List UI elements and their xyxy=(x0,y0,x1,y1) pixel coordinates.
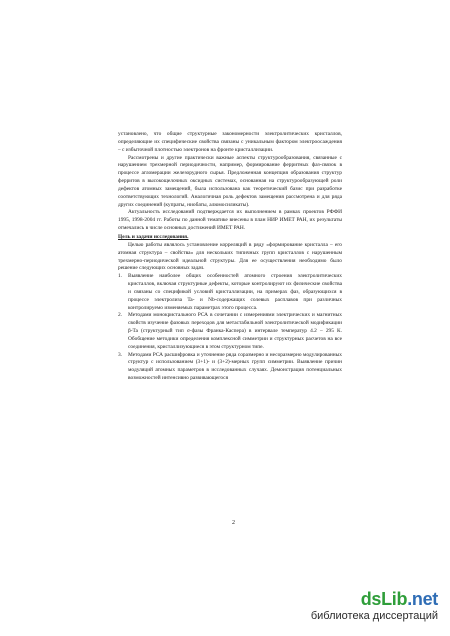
paragraph-goal: Целью работы являлось установление корреляций в ряду «формирование кристалла – его атомная структура – свойства» для нескольких типичных групп кристаллов с нарушенным трехмерно-периодической идеальной структуры. Для ее осуществления необходимо было решение следующих основных задач. xyxy=(118,241,342,272)
watermark-subtitle: библиотека диссертаций xyxy=(310,610,438,622)
task-text: Методами монокристального РСА в сочетании с измерениями электрических и магнитных свойств изучение фазовых переходов для метастабильной электролитической модификации β-Ta (структурный тип σ-фазы Франка-Каспера) в интервале температур 4.2 – 295 К. Обобщение методики определения комплексной симметрии и структурных расчетов на все соединения, кристаллизующиеся в этом структурном типе. xyxy=(128,312,342,350)
task-number: 3. xyxy=(118,351,123,358)
watermark-logo-part2: .net xyxy=(407,589,438,609)
page-number: 2 xyxy=(232,520,235,526)
paragraph-conclusion: установлено, что общие структурные закономерности электролитических кристаллов, определяющие их специфические свойства связаны с уникальным фактором электроосаждения – с избыточной плотностью электронов на фронте кристаллизации. xyxy=(118,131,342,153)
task-number: 2. xyxy=(118,312,123,319)
task-text: Выявление наиболее общих особенностей атомного строения электролитических кристаллов, включая структурные дефекты, которые контролируют их физические свойства и связаны со спецификой условий кристаллизации, на примерах фаз, образующихся в процессе электролиза Ta- и Nb-содержащих солевых расплавов при различных контролируемо изменяемых параметрах этого процесса. xyxy=(128,273,342,311)
section-heading-goals: Цель и задачи исследования. xyxy=(118,233,189,240)
task-text: Методами РСА расшифровка и уточнение ряда соразмерно и несоразмерно модулированных структур с использованием (3+1)- и (3+2)-мерных групп симметрии. Выявление причин модуляций атомных параметров в исследованных случаях. Демонстрация потенциальных возможностей интенсивно развивающегося xyxy=(128,351,342,382)
paragraph-structure-aspects: Рассмотрены и другие практически важные аспекты структурообразования, связанные с нарушением трехмерной периодичности, например, формирование ферритных фаз-связок в процессе агломерации железорудного сырья. Предложенная концепция образования структур ферритов в высокощелочных оксидных системах, основанная на структурообразующей роли дефектов атомных замещений, была использована как теоретический базис при разработке соответствующих технологий. Аналогичная роль дефектов замещения рассмотрена и для ряда других соединений (купраты, ниобаты, алюмосиликаты). xyxy=(118,154,342,208)
task-list xyxy=(118,273,342,383)
watermark-logo-part1: dsLib xyxy=(360,589,408,609)
task-item-3 xyxy=(118,351,342,383)
document-body xyxy=(118,131,342,383)
task-number: 1. xyxy=(118,273,123,280)
task-item-1 xyxy=(118,273,342,312)
watermark-title xyxy=(311,589,438,609)
paragraph-relevance: Актуальность исследований подтверждается их выполнением в рамках проектов РФФИ 1995, 1998-2004 гг. Работы по данной тематике внесены в план НИР ИМЕТ РАН, их результаты отмечались в числе основных достижений ИМЕТ РАН. xyxy=(118,209,342,232)
watermark-logo[interactable] xyxy=(311,589,438,623)
task-item-2 xyxy=(118,312,342,351)
